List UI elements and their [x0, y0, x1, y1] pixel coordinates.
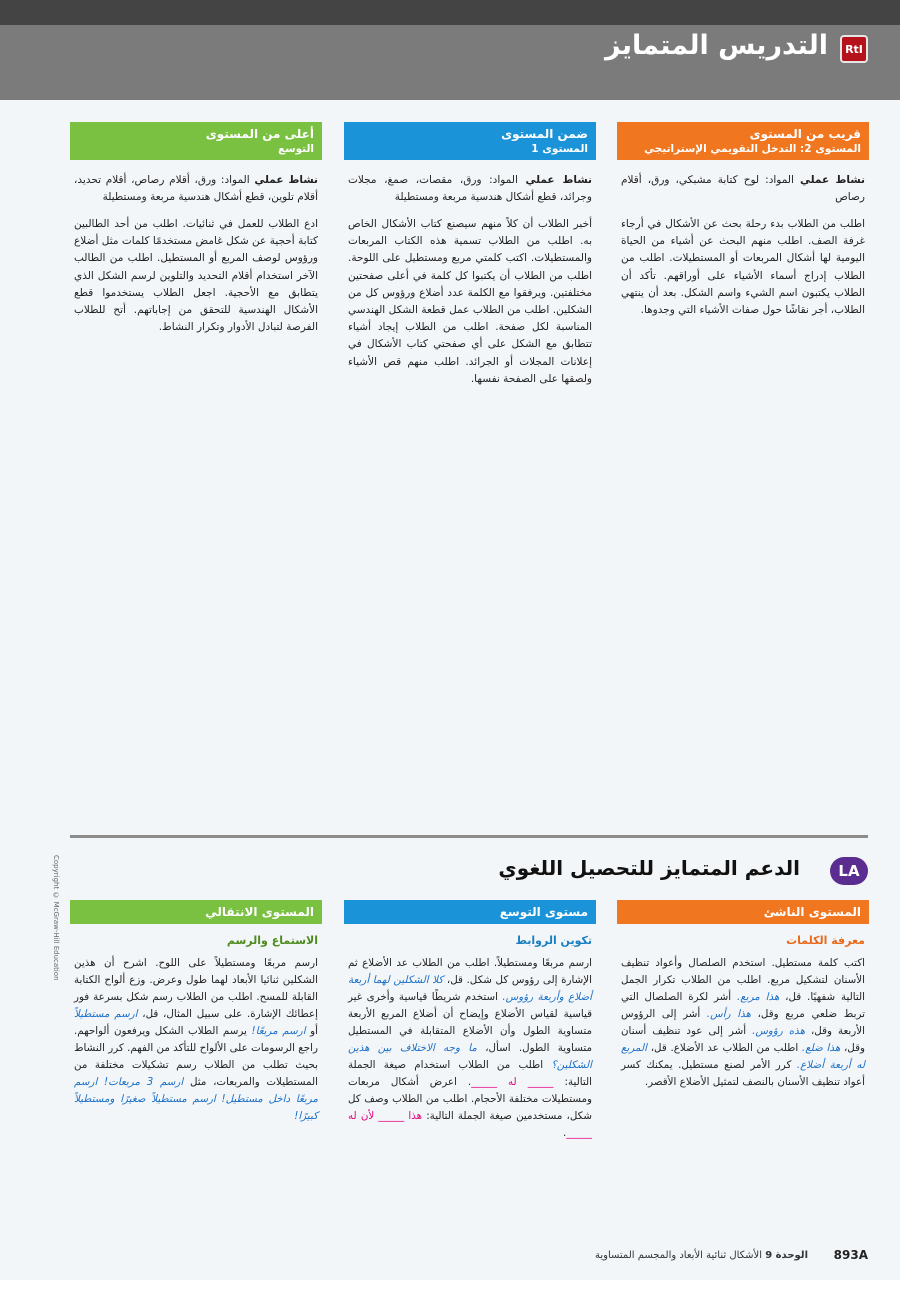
- model-sentence: ارسم 3 مربعات! ارسم مربعًا داخل مستطيل! ارسم مستطيلاً صغيرًا ومستطيلاً كبيرًا!: [74, 1076, 318, 1122]
- column-body: ادع الطلاب للعمل في ثنائيات. اطلب من أحد الطالبين كتابة أحجية عن شكل غامض مستخدمًا كلمات مثل أضلاع ورؤوس لوصف المربع أو المستطيل. اطلب من الطالب الآخر استخدام أقلام التحديد والتلوين لرسم الشكل الذي يتطابق مع الأحجية. اجعل الطلاب يستخدموا قطع الأشكال الهندسية للتحقق من إجاباتهم. أتح للطلاب الفرصة لتبادل الأدوار وتكرار النشاط.: [74, 218, 318, 334]
- column-header: [617, 122, 869, 160]
- rti-column-on-level: [344, 122, 596, 388]
- column-subhead: معرفة الكلمات: [786, 934, 865, 947]
- column-body: [621, 955, 865, 1091]
- column-body: [348, 955, 592, 1142]
- top-bar: [0, 0, 900, 25]
- body-text: .: [562, 1127, 567, 1139]
- model-sentence: هذا ضلع.: [801, 1042, 841, 1054]
- activity-text: المواد: ورق، أقلام رصاص، أقلام تحديد، أقلام تلوين، قطع أشكال هندسية مربعة ومستطيلة: [74, 174, 318, 203]
- column-title: المستوى الانتقالي: [205, 905, 314, 919]
- column-header: [344, 900, 596, 924]
- activity-text: المواد: لوح كتابة مشبكي، ورق، أقلام رصاص: [621, 174, 865, 203]
- body-text: . اعرض أشكال مربعات ومستطيلات مختلفة الأحجام. اطلب من الطلاب وصف كل شكل، مستخدمين صيغة الجملة التالية:: [348, 1076, 592, 1122]
- column-body: اطلب من الطلاب بدء رحلة بحث عن الأشكال في أرجاء غرفة الصف. اطلب منهم البحث عن أشياء من الحياة اليومية لها أشكال المربعات أو المستطيلات. اطلب من الطلاب إدراج أسماء الأشياء على أوراقهم. تأكد أن الطلاب يكتبون اسم الشيء واسم الشكل. بعد أن ينتهي الطلاب، أجر نقاشًا حول صفات الأشياء التي وجدوها.: [621, 218, 865, 317]
- body-text: أشر لكرة الصلصال التي تربط ضلعي مربع وقل،: [621, 991, 865, 1020]
- model-sentence: المربع له أربعة أضلاع.: [621, 1042, 865, 1071]
- column-subtitle: المستوى 2: التدخل التقويمي الإستراتيجي: [644, 143, 861, 155]
- body-text: استخدم شريطًا قياسية وأخرى غير قياسية لقياس الأضلاع وإيضاح أن أضلاع المربع الأربعة متساوية الطول وأن الأضلاع المتقابلة في المستطيل متساوية الطول. اسأل،: [348, 991, 592, 1054]
- side-credit: Copyright © McGraw-Hill Education: [52, 855, 60, 981]
- la-column-bridging: [70, 900, 322, 1125]
- la-column-expanding: [344, 900, 596, 1142]
- page-number: 893A: [833, 1248, 868, 1262]
- rti-column-beyond-level: [70, 122, 322, 336]
- body-text: ارسم مربعًا ومستطيلاً. اطلب من الطلاب عد الأضلاع ثم الإشارة إلى رؤوس كل شكل. قل،: [348, 957, 592, 986]
- activity-materials: [348, 172, 592, 206]
- column-subhead: الاستماع والرسم: [226, 934, 318, 947]
- column-subtitle: التوسع: [278, 143, 314, 155]
- body-text: اكتب كلمة مستطيل. استخدم الصلصال وأعواد تنظيف الأسنان لتشكيل مربع. اطلب من الطلاب تكرار الجمل التالية شفهيًا. قل،: [621, 957, 865, 1003]
- sentence-frame: هذا _____ لأن له _____: [348, 1110, 592, 1139]
- column-header: [344, 122, 596, 160]
- body-text: يرسم الطلاب الشكل ويرفعون ألواحهم. راجع الرسومات على الألواح للتأكد من الفهم. كرر النشاط بحيث تطلب من الطلاب رسم تشكيلات مختلفة من المستطيلات والمربعات، مثل: [74, 1025, 318, 1088]
- la-badge: LA: [830, 857, 868, 885]
- column-header: [70, 122, 322, 160]
- body-text: أشر إلى الرؤوس الأربعة وقل،: [621, 1008, 866, 1037]
- body-text: اطلب من الطلاب استخدام صيغة الجملة التالية:: [348, 1059, 592, 1088]
- rti-column-approaching: [617, 122, 869, 319]
- activity-label: نشاط عملي: [800, 174, 865, 186]
- sentence-frame: _____ له _____: [471, 1076, 554, 1088]
- body-text: كرر الأمر لصنع مستطيل. يمكنك كسر أعواد تنظيف الأسنان بالنصف لتمثيل الأضلاع الأقصر.: [621, 1059, 865, 1088]
- activity-materials: [621, 172, 865, 206]
- body-text: ارسم مربعًا ومستطيلاً على اللوح. اشرح أن هذين الشكلين ثنائيا الأبعاد لهما طول وعرض. وزع ألواح الكتابة القابلة للمسح. اطلب من الطلاب رسم شكل بسرعة فور إعطائك الإشارة. على سبيل المثال، قل،: [74, 957, 318, 1020]
- activity-label: نشاط عملي: [254, 174, 318, 186]
- la-section-title: الدعم المتمايز للتحصيل اللغوي: [498, 856, 800, 880]
- model-sentence: هذا رأس.: [706, 1008, 751, 1020]
- column-title: قريب من المستوى: [749, 127, 861, 141]
- column-title: أعلى من المستوى: [205, 127, 314, 141]
- rti-badge: RtI: [840, 35, 868, 63]
- column-title: ضمن المستوى: [501, 127, 588, 141]
- model-sentence: كلا الشكلين لهما أربعة أضلاع وأربعة رؤوس.: [348, 974, 593, 1003]
- column-header: [617, 900, 869, 924]
- unit-title: الأشكال ثنائية الأبعاد والمجسم المتساوية: [594, 1250, 766, 1261]
- column-body: [74, 955, 318, 1125]
- unit-label: [595, 1250, 808, 1261]
- column-title: المستوى الناشئ: [763, 905, 861, 919]
- la-column-emerging: [617, 900, 869, 1091]
- unit-number: الوحدة 9: [765, 1250, 808, 1261]
- column-subtitle: المستوى 1: [531, 143, 588, 155]
- model-sentence: هذه رؤوس.: [752, 1025, 806, 1037]
- model-sentence: ارسم مستطيلاً: [74, 1008, 138, 1020]
- page-title: التدريس المتمايز: [605, 30, 828, 61]
- page-footer-band: [0, 1280, 900, 1300]
- activity-text: المواد: ورق، مقصات، صمغ، مجلات وجرائد، قطع أشكال هندسية مربعة ومستطيلة: [348, 174, 592, 203]
- activity-materials: [74, 172, 318, 206]
- column-header: [70, 900, 322, 924]
- body-text: أشر إلى عود تنظيف أسنان وقل،: [621, 1025, 865, 1054]
- body-text: أو: [305, 1025, 318, 1037]
- model-sentence: هذا مربع.: [736, 991, 780, 1003]
- model-sentence: ارسم مربعًا!: [251, 1025, 306, 1037]
- section-divider: [70, 835, 868, 838]
- column-subhead: تكوين الروابط: [515, 934, 592, 947]
- body-text: اطلب من الطلاب عد الأضلاع. قل،: [646, 1042, 802, 1054]
- activity-label: نشاط عملي: [525, 174, 592, 186]
- model-sentence: ما وجه الاختلاف بين هذين الشكلين؟: [348, 1042, 592, 1071]
- column-body: أخبر الطلاب أن كلاً منهم سيصنع كتاب الأشكال الخاص به. اطلب من الطلاب تسمية هذه الكتاب المربعات والمستطيلات. اكتب كلمتي مربع ومستطيل على اللوحة. اطلب من الطلاب أن يكتبوا كل كلمة في أعلى صفحتين مختلفتين. ويرفقوا مع الكلمة عدد أضلاع ورؤوس كل من الشكلين. اطلب من الطلاب عمل قطعة الشكل الهندسي المناسبة لكل صفحة. اطلب من الطلاب إيجاد أشياء تتطابق مع الشكل على أي صفحتي كتاب الأشكال في إعلانات المجلات أو الجرائد. اطلب منهم قص الأشياء ولصقها على الصفحة نفسها.: [348, 218, 592, 385]
- column-title: مستوى التوسع: [499, 905, 588, 919]
